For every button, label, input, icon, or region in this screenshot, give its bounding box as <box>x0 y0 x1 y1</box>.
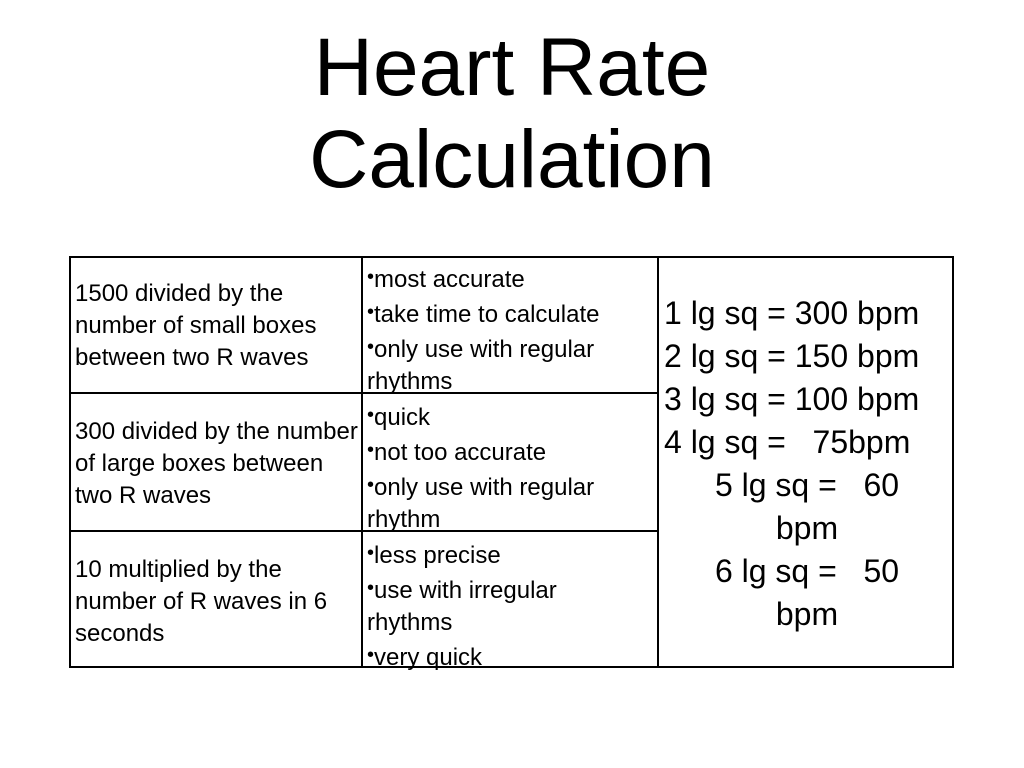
list-item: •very quick <box>367 644 483 671</box>
list-item: •not too accurate <box>367 439 547 466</box>
list-item: •most accurate <box>367 266 525 293</box>
list-item: •take time to calculate <box>367 301 600 328</box>
rate-row-3: 3 lg sq = 100 bpm <box>664 381 920 417</box>
rate-row-1: 1 lg sq = 300 bpm <box>664 295 920 331</box>
heart-rate-table <box>69 256 954 671</box>
list-item: •less precise <box>367 542 501 569</box>
method-3-description: 10 multiplied by the number of R waves in 6 seconds <box>75 556 328 647</box>
list-item: rhythm <box>367 506 441 533</box>
list-item: •use with irregular <box>367 577 557 604</box>
title-line-2: Calculation <box>309 114 715 205</box>
column-divider-2 <box>657 258 659 666</box>
list-item: •only use with regular <box>367 336 595 363</box>
rate-row-5-unit: bpm <box>775 510 839 546</box>
list-item: •quick <box>367 404 431 431</box>
rate-row-2: 2 lg sq = 150 bpm <box>664 338 920 374</box>
rate-row-4: 4 lg sq = 75bpm <box>664 424 911 460</box>
rate-row-6-unit: bpm <box>775 596 839 632</box>
method-3-notes <box>367 537 657 674</box>
rate-row-5: 5 lg sq = 60 <box>714 467 900 503</box>
method-2-description: 300 divided by the number of large boxes between two R waves <box>75 418 358 509</box>
rate-row-6: 6 lg sq = 50 <box>714 553 900 589</box>
title-line-1: Heart Rate <box>313 22 711 113</box>
list-item: •only use with regular <box>367 474 595 501</box>
method-2-notes <box>367 399 657 536</box>
method-1-notes <box>367 261 657 398</box>
list-item: rhythms <box>367 368 453 395</box>
method-1-description: 1500 divided by the number of small boxes between two R waves <box>75 280 317 371</box>
list-item: rhythms <box>367 609 453 636</box>
large-square-rates <box>661 292 953 636</box>
page-title <box>0 22 1024 206</box>
